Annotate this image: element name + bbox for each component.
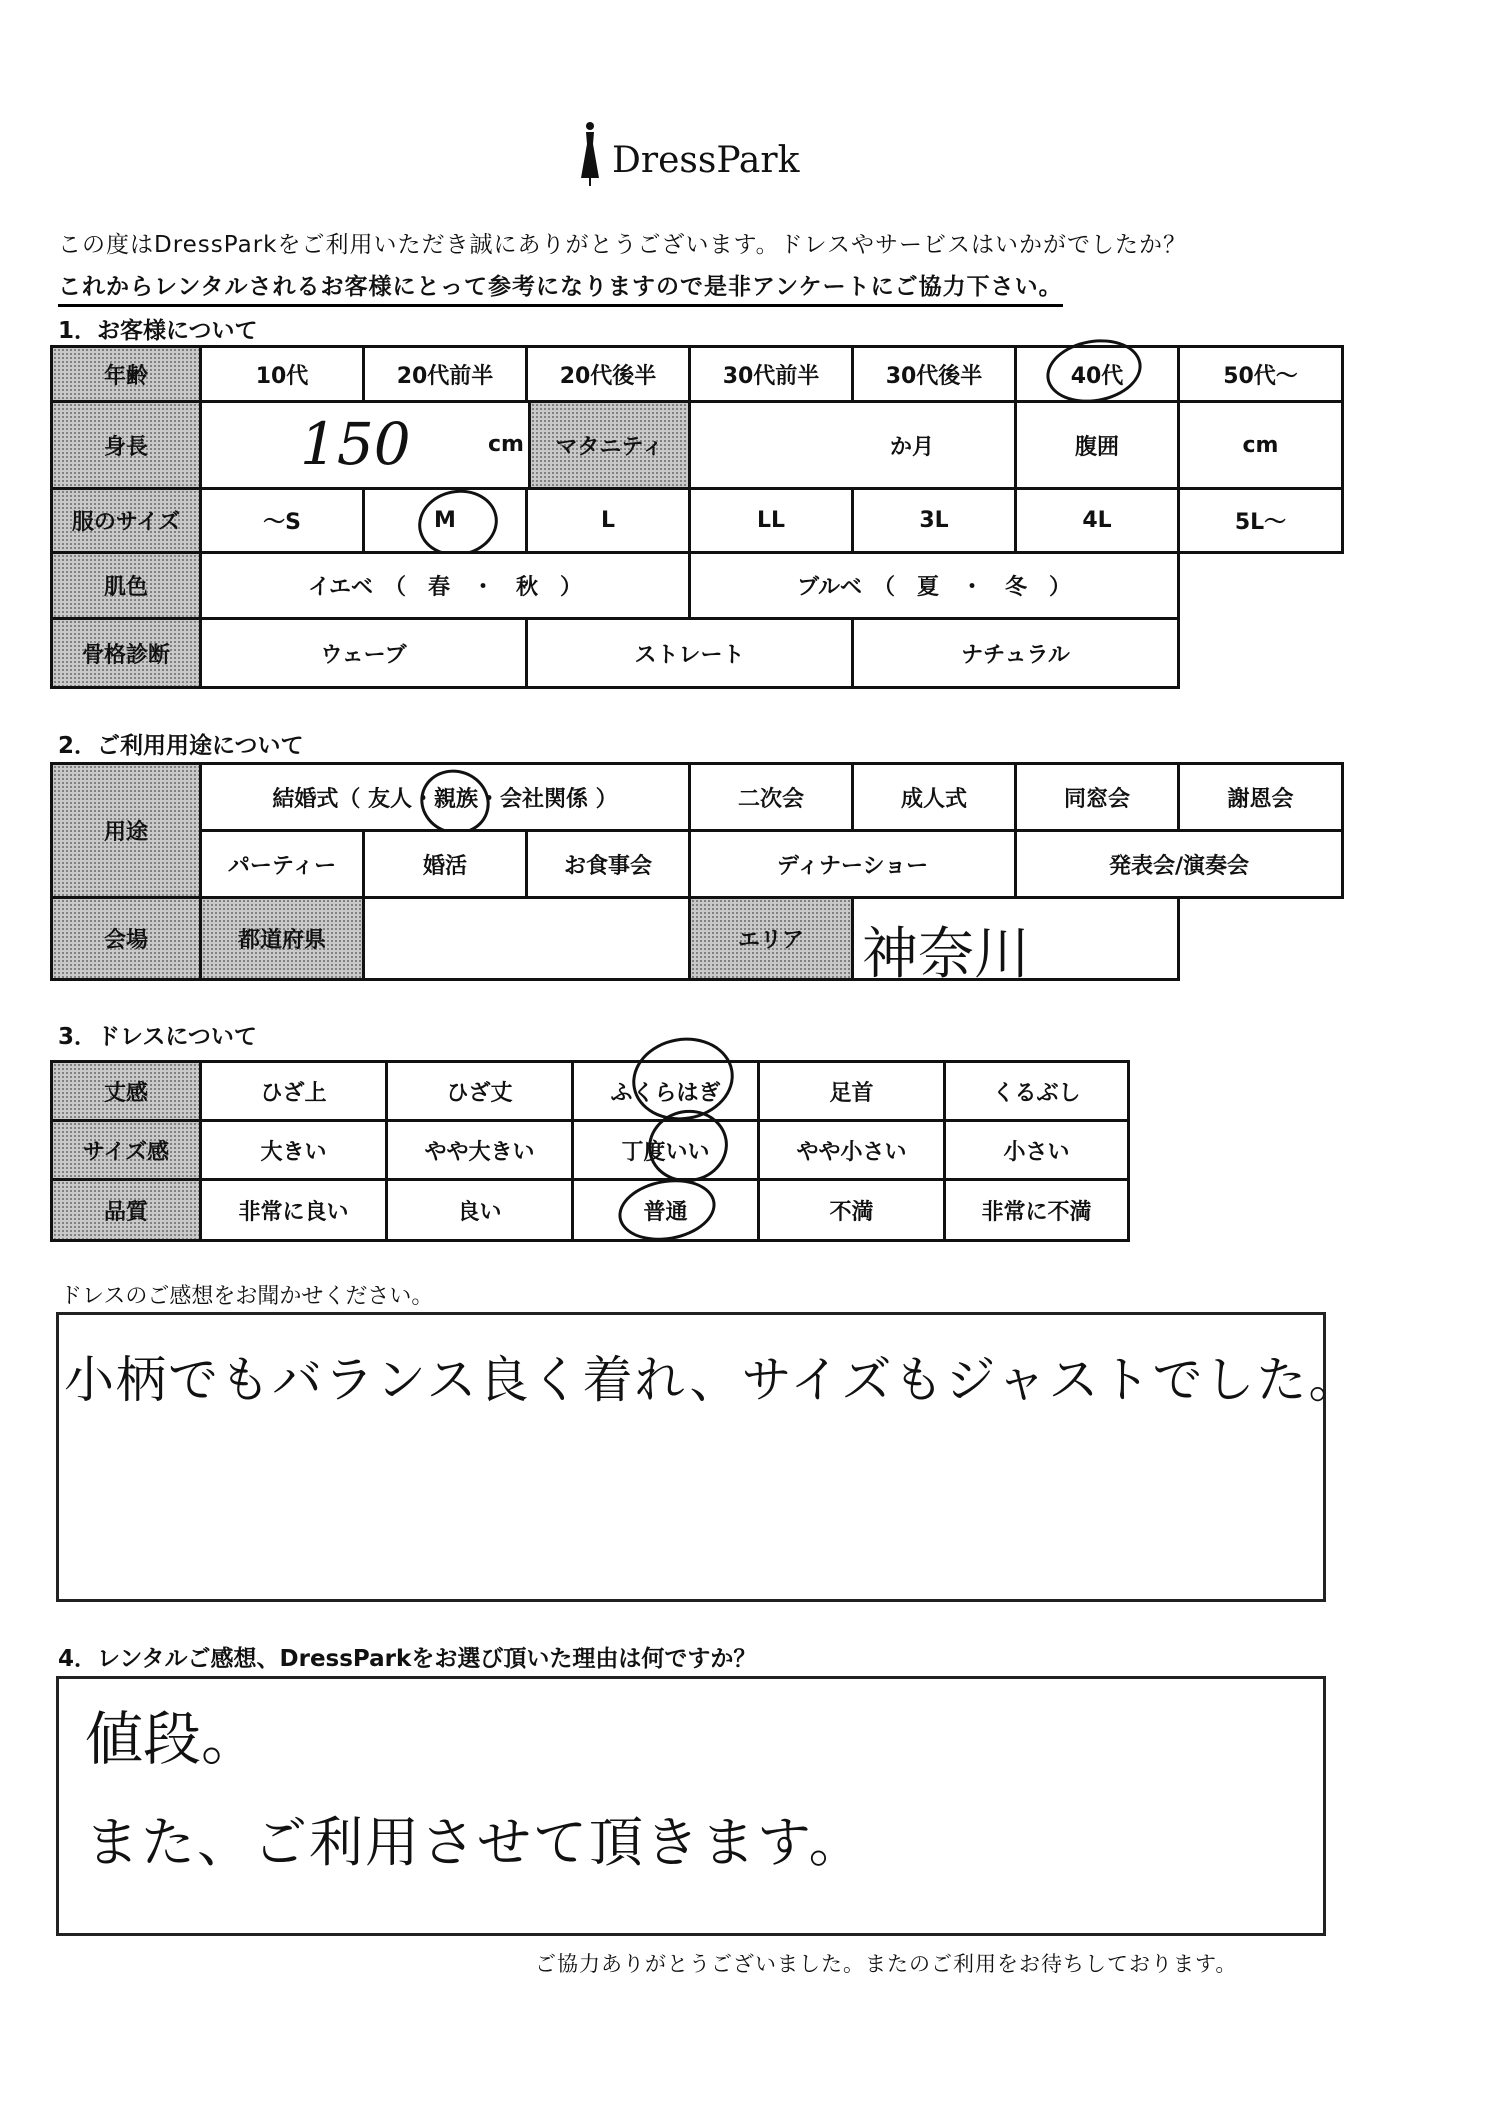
- fit-option[interactable]: やや小さい: [757, 1119, 946, 1181]
- section3-title: 3．ドレスについて: [58, 1024, 257, 1050]
- fit-option[interactable]: 大きい: [199, 1119, 388, 1181]
- height-unit: cm: [488, 432, 524, 457]
- frame-label: 骨格診断: [50, 617, 202, 689]
- age-option[interactable]: 10代: [199, 345, 365, 403]
- size-option[interactable]: ～S: [199, 487, 365, 554]
- skin-yellow-option[interactable]: イエベ （ 春 ・ 秋 ）: [199, 551, 691, 620]
- venue-label: 会場: [50, 896, 202, 981]
- height-label: 身長: [50, 400, 202, 490]
- brand-logo-text: DressPark: [612, 140, 800, 181]
- quality-option-selected[interactable]: 普通: [571, 1178, 760, 1242]
- size-option[interactable]: 4L: [1014, 487, 1180, 554]
- length-option[interactable]: 足首: [757, 1060, 946, 1122]
- section2-title: 2．ご利用用途について: [58, 733, 304, 759]
- footer-thanks: ご協力ありがとうございました。またのご利用をお待ちしております。: [535, 1952, 1238, 1976]
- quality-label: 品質: [50, 1178, 202, 1242]
- purpose-option[interactable]: 発表会/演奏会: [1014, 829, 1344, 899]
- quality-option[interactable]: 不満: [757, 1178, 946, 1242]
- frame-option[interactable]: ストレート: [525, 617, 854, 689]
- frame-option[interactable]: ナチュラル: [851, 617, 1180, 689]
- age-option[interactable]: 20代前半: [362, 345, 528, 403]
- fit-option[interactable]: やや大きい: [385, 1119, 574, 1181]
- fit-option[interactable]: 小さい: [943, 1119, 1130, 1181]
- length-option[interactable]: ひざ丈: [385, 1060, 574, 1122]
- skin-label: 肌色: [50, 551, 202, 620]
- purpose-option[interactable]: 婚活: [362, 829, 528, 899]
- dress-comment-text: 小柄でもバランス良く着れ、サイズもジャストでした。: [64, 1351, 1361, 1409]
- length-option-selected[interactable]: ふくらはぎ: [571, 1060, 760, 1122]
- length-option[interactable]: ひざ上: [199, 1060, 388, 1122]
- age-option-selected[interactable]: 40代: [1014, 345, 1180, 403]
- age-option[interactable]: 30代前半: [688, 345, 854, 403]
- purpose-option[interactable]: お食事会: [525, 829, 691, 899]
- area-value: 神奈川: [862, 922, 1030, 987]
- waist-label: 腹囲: [1014, 400, 1180, 490]
- fit-option-selected[interactable]: 丁度いい: [571, 1119, 760, 1181]
- wedding-option[interactable]: 結婚式（ 友人・親族・会社関係 ）: [199, 762, 691, 832]
- section4-title: 4．レンタルご感想、DressParkをお選び頂いた理由は何ですか？: [58, 1646, 757, 1672]
- purpose-option[interactable]: 二次会: [688, 762, 854, 832]
- intro-text: この度はDressParkをご利用いただき誠にありがとうございます。ドレスやサービスはいかがでしたか？: [58, 232, 1187, 258]
- size-option[interactable]: L: [525, 487, 691, 554]
- age-option[interactable]: 30代後半: [851, 345, 1017, 403]
- size-option[interactable]: LL: [688, 487, 854, 554]
- size-option[interactable]: 5L～: [1177, 487, 1344, 554]
- prefecture-field[interactable]: [362, 896, 691, 981]
- section1-title: 1．お客様について: [58, 318, 258, 344]
- height-value: 150: [300, 410, 411, 478]
- area-label: エリア: [688, 896, 854, 981]
- size-option[interactable]: 3L: [851, 487, 1017, 554]
- size-option-selected[interactable]: M: [362, 487, 528, 554]
- purpose-option[interactable]: 成人式: [851, 762, 1017, 832]
- maternity-months[interactable]: か月: [688, 400, 1017, 490]
- frame-option[interactable]: ウェーブ: [199, 617, 528, 689]
- size-label: 服のサイズ: [50, 487, 202, 554]
- length-label: 丈感: [50, 1060, 202, 1122]
- age-option[interactable]: 20代後半: [525, 345, 691, 403]
- quality-option[interactable]: 非常に良い: [199, 1178, 388, 1242]
- purpose-option[interactable]: 同窓会: [1014, 762, 1180, 832]
- quality-option[interactable]: 非常に不満: [943, 1178, 1130, 1242]
- purpose-option[interactable]: 謝恩会: [1177, 762, 1344, 832]
- skin-blue-option[interactable]: ブルベ （ 夏 ・ 冬 ）: [688, 551, 1180, 620]
- waist-field[interactable]: cm: [1177, 400, 1344, 490]
- length-option[interactable]: くるぶし: [943, 1060, 1130, 1122]
- intro-request-text: これからレンタルされるお客様にとって参考になりますので是非アンケートにご協力下さい。: [58, 268, 1063, 307]
- dress-comment-prompt: ドレスのご感想をお聞かせください。: [60, 1284, 434, 1309]
- reason-answer-line2: また、ご利用させて頂きます。: [85, 1811, 865, 1874]
- purpose-option[interactable]: ディナーショー: [688, 829, 1017, 899]
- age-label: 年齢: [50, 345, 202, 403]
- prefecture-label: 都道府県: [199, 896, 365, 981]
- purpose-option[interactable]: パーティー: [199, 829, 365, 899]
- fit-label: サイズ感: [50, 1119, 202, 1181]
- quality-option[interactable]: 良い: [385, 1178, 574, 1242]
- purpose-label: 用途: [50, 762, 202, 899]
- age-option[interactable]: 50代～: [1177, 345, 1344, 403]
- reason-answer-line1: 値段。: [85, 1705, 260, 1773]
- maternity-label: マタニティ: [528, 400, 691, 490]
